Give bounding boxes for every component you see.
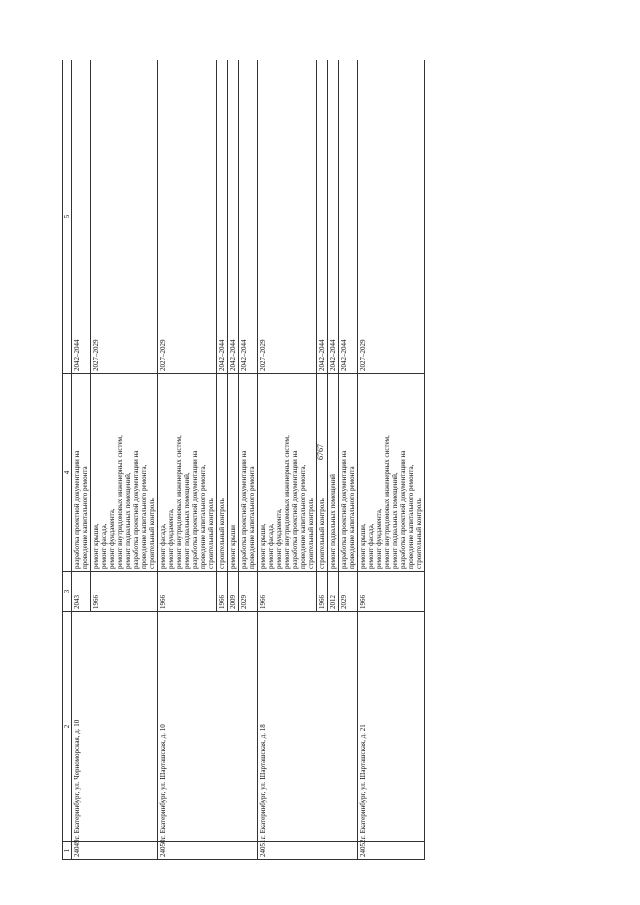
period-cell: 2042–2044 bbox=[72, 60, 91, 374]
work-cell bbox=[91, 374, 158, 572]
work-cell bbox=[239, 374, 258, 572]
record-number: 24050. bbox=[158, 842, 258, 860]
address-cell: г. Екатеринбург, ул. Черноморская, д. 10 bbox=[72, 612, 158, 842]
period-cell: 2027–2029 bbox=[258, 60, 317, 374]
column-header: 2 bbox=[63, 612, 72, 842]
address-cell: г. Екатеринбург, ул. Шарташская, д. 10 bbox=[158, 612, 258, 842]
table-row bbox=[258, 60, 317, 860]
rotated-page bbox=[62, 60, 579, 860]
column-header: 5 bbox=[63, 60, 72, 374]
period-cell: 2042–2044 bbox=[317, 60, 328, 374]
work-line: ремонт подвальных помещений, bbox=[183, 472, 191, 569]
work-line: ремонт подвальных помещений bbox=[329, 474, 337, 569]
year-cell: 1966 bbox=[217, 572, 228, 612]
work-cell bbox=[217, 374, 228, 572]
work-line: строительный контроль bbox=[148, 498, 156, 569]
header-row bbox=[63, 60, 72, 860]
work-line: строительный контроль bbox=[207, 498, 215, 569]
address-cell: г. Екатеринбург, ул. Шарташская, д. 18 bbox=[258, 612, 358, 842]
table-row bbox=[72, 60, 91, 860]
work-line: разработка проектной документации на bbox=[191, 450, 199, 569]
work-line: разработка проектной документации на bbox=[240, 450, 248, 569]
address-cell: г. Екатеринбург, ул. Шарташская, д. 21 bbox=[358, 612, 425, 842]
work-line: проведение капитального ремонта bbox=[248, 466, 256, 569]
work-line: ремонт крыши bbox=[229, 525, 237, 569]
record-number: 24052. bbox=[358, 842, 425, 860]
work-line: разработка проектной документации на bbox=[73, 450, 81, 569]
year-cell: 1966 bbox=[317, 572, 328, 612]
work-line: ремонт внутридомовых инженерных систем, bbox=[283, 435, 291, 569]
work-cell bbox=[339, 374, 358, 572]
work-line: ремонт внутридомовых инженерных систем, bbox=[383, 435, 391, 569]
period-cell: 2042–2044 bbox=[228, 60, 239, 374]
work-cell bbox=[158, 374, 217, 572]
work-line: проведение капитального ремонта bbox=[81, 466, 89, 569]
work-line: разработка проектной документации на bbox=[340, 450, 348, 569]
work-cell bbox=[358, 374, 425, 572]
work-cell bbox=[317, 374, 328, 572]
work-line: разработка проектной документации на bbox=[399, 450, 407, 569]
work-line: ремонт подвальных помещений, bbox=[124, 472, 132, 569]
period-cell: 2042–2044 bbox=[328, 60, 339, 374]
record-number: 24049. bbox=[72, 842, 158, 860]
period-cell: 2027–2029 bbox=[358, 60, 425, 374]
year-cell: 1966 bbox=[158, 572, 217, 612]
work-line: ремонт фундамента, bbox=[167, 508, 175, 569]
column-header: 1 bbox=[63, 842, 72, 860]
work-line: строительный контроль bbox=[415, 498, 423, 569]
work-line: ремонт фасада, bbox=[367, 523, 375, 569]
column-header: 4 bbox=[63, 374, 72, 572]
work-line: проведение капитального ремонта, bbox=[299, 464, 307, 569]
work-line: строительный контроль bbox=[318, 498, 326, 569]
table-row bbox=[358, 60, 425, 860]
period-cell: 2042–2044 bbox=[239, 60, 258, 374]
period-cell: 2027–2029 bbox=[158, 60, 217, 374]
period-cell: 2042–2044 bbox=[339, 60, 358, 374]
column-header: 3 bbox=[63, 572, 72, 612]
work-line: ремонт фундамента, bbox=[375, 508, 383, 569]
work-line: ремонт фасада, bbox=[100, 523, 108, 569]
period-cell: 2027–2029 bbox=[91, 60, 158, 374]
work-line: ремонт внутридомовых инженерных систем, bbox=[116, 435, 124, 569]
work-line: проведение капитального ремонта bbox=[348, 466, 356, 569]
table-body bbox=[72, 60, 425, 860]
year-cell: 2029 bbox=[239, 572, 258, 612]
record-number: 24051. bbox=[258, 842, 358, 860]
work-line: ремонт фасада, bbox=[267, 523, 275, 569]
year-cell: 2029 bbox=[339, 572, 358, 612]
work-line: строительный контроль bbox=[218, 498, 226, 569]
capital-repair-table bbox=[62, 60, 425, 860]
year-cell: 2012 bbox=[328, 572, 339, 612]
year-cell: 2043 bbox=[72, 572, 91, 612]
page-number: 6767 bbox=[316, 444, 325, 460]
work-line: разработка проектной документации на bbox=[132, 450, 140, 569]
year-cell: 1966 bbox=[258, 572, 317, 612]
year-cell: 1966 bbox=[91, 572, 158, 612]
work-line: строительный контроль bbox=[307, 498, 315, 569]
table-row bbox=[158, 60, 217, 860]
work-line: проведение капитального ремонта, bbox=[140, 464, 148, 569]
work-line: проведение капитального ремонта, bbox=[199, 464, 207, 569]
work-line: проведение капитального ремонта, bbox=[407, 464, 415, 569]
table-wrapper bbox=[62, 60, 579, 860]
work-line: ремонт крыши, bbox=[92, 523, 100, 569]
work-line: ремонт крыши, bbox=[359, 523, 367, 569]
work-line: разработка проектной документации на bbox=[291, 450, 299, 569]
work-line: ремонт крыши, bbox=[259, 523, 267, 569]
work-line: ремонт внутридомовых инженерных систем, bbox=[175, 435, 183, 569]
work-line: ремонт фундамента, bbox=[275, 508, 283, 569]
work-cell bbox=[228, 374, 239, 572]
work-line: ремонт подвальных помещений, bbox=[391, 472, 399, 569]
year-cell: 2009 bbox=[228, 572, 239, 612]
work-cell bbox=[72, 374, 91, 572]
year-cell: 1966 bbox=[358, 572, 425, 612]
work-cell bbox=[328, 374, 339, 572]
work-line: ремонт фасада, bbox=[159, 523, 167, 569]
work-cell bbox=[258, 374, 317, 572]
work-line: ремонт фундамента, bbox=[108, 508, 116, 569]
period-cell: 2042–2044 bbox=[217, 60, 228, 374]
